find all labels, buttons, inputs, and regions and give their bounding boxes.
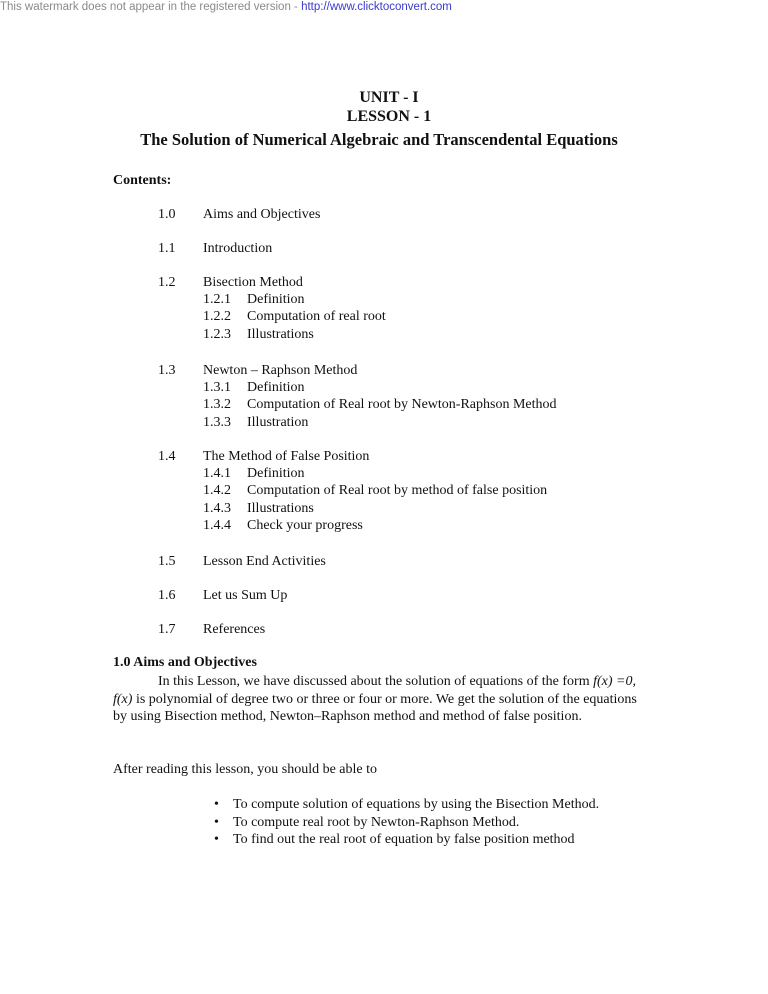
toc-subentry-label: Computation of Real root by method of false position [247, 483, 548, 498]
toc-subentry-label: Illustrations [247, 500, 314, 516]
toc-subentry-label: Illustration [247, 414, 309, 430]
lesson-title: The Solution of Numerical Algebraic and Transcendental Equations [140, 130, 618, 149]
toc-subentry-number: 1.2.1 [203, 291, 231, 307]
toc-subentry [203, 518, 363, 534]
objective-item [214, 814, 599, 832]
toc-entry-number: 1.0 [158, 207, 176, 222]
toc-subentry-number: 1.4.4 [203, 518, 231, 533]
aims-paragraph-part-b: is polynomial of degree two or three or four or more. We get the solution of the equations by using Bisection method, Newton–Raphson method and method of false position. [113, 691, 637, 724]
toc-subentry [203, 483, 547, 499]
toc-entry-number: 1.1 [158, 241, 176, 256]
objective-item [214, 796, 599, 814]
aims-paragraph-formula: f(x) =0, f(x) [113, 674, 636, 707]
watermark-text: This watermark does not appear in the registered version - [0, 1, 302, 13]
toc-entry-number: 1.7 [158, 622, 176, 637]
toc-entry-number: 1.4 [158, 449, 176, 464]
toc-subentry-label: Illustrations [247, 326, 314, 342]
bullet-icon: • [214, 814, 219, 830]
toc-entry-number: 1.5 [158, 554, 176, 569]
toc-subentry-label: Check your progress [247, 518, 363, 533]
section-title-aims: 1.0 Aims and Objectives [113, 655, 257, 670]
toc-entry-label: The Method of False Position [203, 449, 370, 464]
watermark-link[interactable]: http://www.clicktoconvert.com [301, 1, 452, 13]
toc-subentry-label: Computation of real root [247, 309, 386, 324]
toc-entry-label: Let us Sum Up [203, 588, 288, 603]
toc-entry-label: Newton – Raphson Method [203, 363, 358, 378]
unit-heading: UNIT - I [359, 89, 419, 106]
toc-subentry [203, 466, 305, 482]
toc-subentry-number: 1.4.3 [203, 500, 231, 516]
watermark [0, 1, 452, 13]
toc-subentry-number: 1.3.1 [203, 379, 231, 395]
toc-subentry [203, 415, 308, 431]
objective-text: To compute real root by Newton-Raphson Method. [233, 814, 520, 830]
toc-subentry-number: 1.4.2 [203, 483, 231, 498]
contents-label: Contents: [113, 173, 172, 188]
toc-entry-label: Bisection Method [203, 275, 303, 290]
toc-subentry-number: 1.4.1 [203, 465, 231, 481]
toc-subentry-number: 1.3.3 [203, 414, 231, 430]
toc-subentry [203, 501, 314, 517]
toc-entry-label: Introduction [203, 241, 273, 256]
toc-subentry [203, 309, 386, 325]
toc-subentry [203, 397, 557, 413]
objective-text: To compute solution of equations by using the Bisection Method. [233, 797, 600, 812]
toc-entry-number: 1.6 [158, 588, 176, 603]
toc-subentry [203, 327, 314, 343]
toc-entry-label: Lesson End Activities [203, 554, 326, 569]
toc-subentry-number: 1.3.2 [203, 397, 231, 412]
toc-subentry-label: Computation of Real root by Newton-Raphson Method [247, 397, 557, 412]
objective-item [214, 831, 599, 849]
toc-entry-label: References [203, 622, 266, 637]
toc-entry-label: Aims and Objectives [203, 207, 321, 222]
toc-subentry-label: Definition [247, 379, 305, 395]
after-reading-paragraph: After reading this lesson, you should be able to [113, 762, 378, 777]
toc-entry-number: 1.2 [158, 275, 176, 290]
toc-subentry [203, 380, 305, 396]
toc-subentry-number: 1.2.3 [203, 326, 231, 342]
toc-subentry-label: Definition [247, 291, 305, 307]
toc-entry-number: 1.3 [158, 363, 176, 378]
bullet-icon: • [214, 832, 219, 847]
toc-subentry-label: Definition [247, 465, 305, 481]
aims-paragraph-part-a: In this Lesson, we have discussed about the solution of equations of the form [158, 674, 594, 689]
objectives-list [214, 796, 599, 849]
lesson-heading: LESSON - 1 [346, 108, 432, 125]
aims-paragraph [113, 673, 653, 726]
toc-subentry [203, 292, 305, 308]
bullet-icon: • [214, 797, 219, 812]
toc-subentry-number: 1.2.2 [203, 309, 231, 324]
objective-text: To find out the real root of equation by false position method [233, 832, 575, 847]
